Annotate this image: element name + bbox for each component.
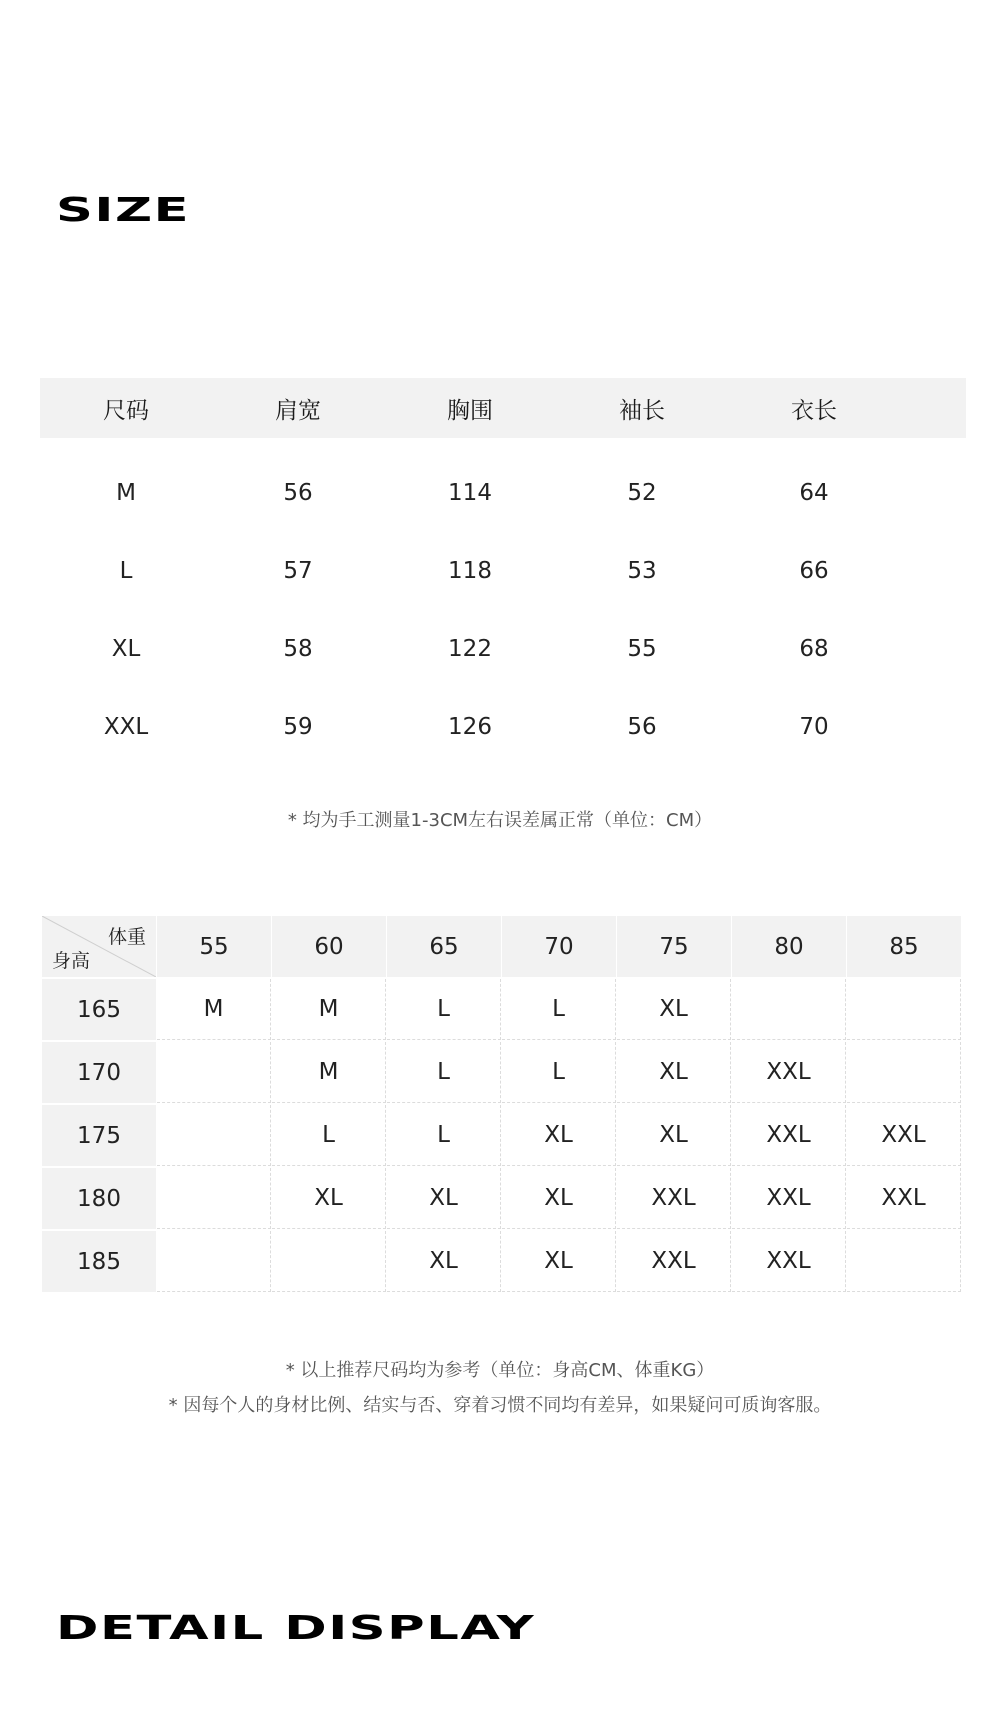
size-header-cell: 肩宽 bbox=[275, 397, 321, 424]
recommendation-row bbox=[42, 1105, 962, 1168]
recommended-size-cell: XXL bbox=[732, 1042, 846, 1103]
size-table-row bbox=[40, 532, 966, 610]
size-table-cell: 126 bbox=[448, 714, 492, 740]
recommended-size-cell bbox=[157, 1105, 271, 1166]
size-table-header bbox=[40, 378, 966, 438]
recommendation-row bbox=[42, 1231, 962, 1294]
recommended-size-cell: XL bbox=[502, 1231, 616, 1292]
size-table-cell: 57 bbox=[283, 558, 313, 584]
recommended-size-cell bbox=[157, 1168, 271, 1229]
weight-header-cell: 80 bbox=[732, 916, 846, 977]
recommended-size-cell bbox=[157, 1231, 271, 1292]
recommended-size-cell bbox=[732, 979, 846, 1040]
recommended-size-cell bbox=[847, 979, 961, 1040]
size-measurement-table bbox=[40, 378, 966, 766]
measurement-note: * 均为手工测量1-3CM左右误差属正常（单位：CM） bbox=[287, 810, 713, 831]
weight-header-cell: 70 bbox=[502, 916, 616, 977]
size-table-cell: 70 bbox=[799, 714, 829, 740]
size-table-cell: 56 bbox=[283, 480, 313, 506]
recommended-size-cell: XL bbox=[387, 1231, 501, 1292]
disclaimer-note: * 因每个人的身材比例、结实与否、穿着习惯不同均有差异，如果疑问可质询客服。 bbox=[168, 1395, 832, 1416]
recommended-size-cell: XXL bbox=[732, 1105, 846, 1166]
size-table-cell: 53 bbox=[627, 558, 657, 584]
recommended-size-cell: L bbox=[387, 1042, 501, 1103]
recommendation-row bbox=[42, 1168, 962, 1231]
recommended-size-cell: XL bbox=[272, 1168, 386, 1229]
size-table-cell: XXL bbox=[103, 714, 149, 740]
size-table-cell: 52 bbox=[627, 480, 657, 506]
recommended-size-cell: XL bbox=[502, 1168, 616, 1229]
recommendation-header-row bbox=[42, 916, 962, 979]
height-header-cell: 185 bbox=[42, 1231, 156, 1292]
size-table-row bbox=[40, 454, 966, 532]
size-table-cell: M bbox=[116, 480, 136, 506]
size-table-cell: 122 bbox=[448, 636, 492, 662]
weight-header-cell: 60 bbox=[272, 916, 386, 977]
recommended-size-cell bbox=[157, 1042, 271, 1103]
recommended-size-cell: M bbox=[157, 979, 271, 1040]
recommended-size-cell: XXL bbox=[847, 1105, 961, 1166]
weight-header-cell: 65 bbox=[387, 916, 501, 977]
weight-header-cell: 75 bbox=[617, 916, 731, 977]
size-table-cell: 59 bbox=[283, 714, 313, 740]
recommendation-row bbox=[42, 979, 962, 1042]
recommended-size-cell: L bbox=[272, 1105, 386, 1166]
weight-header-cell: 85 bbox=[847, 916, 961, 977]
size-table-row bbox=[40, 610, 966, 688]
recommended-size-cell: M bbox=[272, 1042, 386, 1103]
recommended-size-cell: XL bbox=[387, 1168, 501, 1229]
size-header-cell: 胸围 bbox=[447, 397, 493, 424]
size-table-body bbox=[40, 438, 966, 766]
size-table-cell: L bbox=[119, 558, 133, 584]
table-corner-cell bbox=[42, 916, 156, 977]
recommendation-row bbox=[42, 1042, 962, 1105]
recommended-size-cell: XL bbox=[502, 1105, 616, 1166]
recommended-size-cell: XXL bbox=[617, 1168, 731, 1229]
size-table-cell: 64 bbox=[799, 480, 829, 506]
recommended-size-cell: XXL bbox=[847, 1168, 961, 1229]
size-table-cell: XL bbox=[111, 636, 141, 662]
recommended-size-cell: XL bbox=[617, 1042, 731, 1103]
recommended-size-cell: L bbox=[387, 1105, 501, 1166]
height-header-cell: 175 bbox=[42, 1105, 156, 1166]
size-table-cell: 68 bbox=[799, 636, 829, 662]
recommended-size-cell: L bbox=[502, 979, 616, 1040]
size-header-cell: 衣长 bbox=[791, 397, 837, 424]
recommended-size-cell: XXL bbox=[732, 1231, 846, 1292]
recommended-size-cell bbox=[847, 1042, 961, 1103]
size-section-title: SIZE bbox=[56, 190, 191, 229]
recommended-size-cell bbox=[847, 1231, 961, 1292]
size-header-cell: 袖长 bbox=[619, 397, 665, 424]
size-table-cell: 56 bbox=[627, 714, 657, 740]
weight-axis-label: 体重 bbox=[107, 926, 146, 948]
recommended-size-cell: L bbox=[502, 1042, 616, 1103]
weight-header-cell: 55 bbox=[157, 916, 271, 977]
height-header-cell: 170 bbox=[42, 1042, 156, 1103]
size-header-cell: 尺码 bbox=[103, 397, 149, 424]
recommended-size-cell bbox=[272, 1231, 386, 1292]
height-header-cell: 180 bbox=[42, 1168, 156, 1229]
height-header-cell: 165 bbox=[42, 979, 156, 1040]
height-axis-label: 身高 bbox=[52, 950, 91, 972]
recommended-size-cell: M bbox=[272, 979, 386, 1040]
recommended-size-cell: XL bbox=[617, 1105, 731, 1166]
recommendation-note: * 以上推荐尺码均为参考（单位：身高CM、体重KG） bbox=[285, 1360, 715, 1381]
size-recommendation-table bbox=[42, 916, 962, 1294]
size-table-cell: 114 bbox=[448, 480, 492, 506]
recommended-size-cell: XXL bbox=[617, 1231, 731, 1292]
size-table-cell: 66 bbox=[799, 558, 829, 584]
size-table-row bbox=[40, 688, 966, 766]
recommended-size-cell: XL bbox=[617, 979, 731, 1040]
detail-section-title: DETAIL DISPLAY bbox=[56, 1608, 536, 1647]
size-table-cell: 55 bbox=[627, 636, 657, 662]
size-table-cell: 118 bbox=[448, 558, 492, 584]
size-table-cell: 58 bbox=[283, 636, 313, 662]
recommended-size-cell: L bbox=[387, 979, 501, 1040]
recommended-size-cell: XXL bbox=[732, 1168, 846, 1229]
